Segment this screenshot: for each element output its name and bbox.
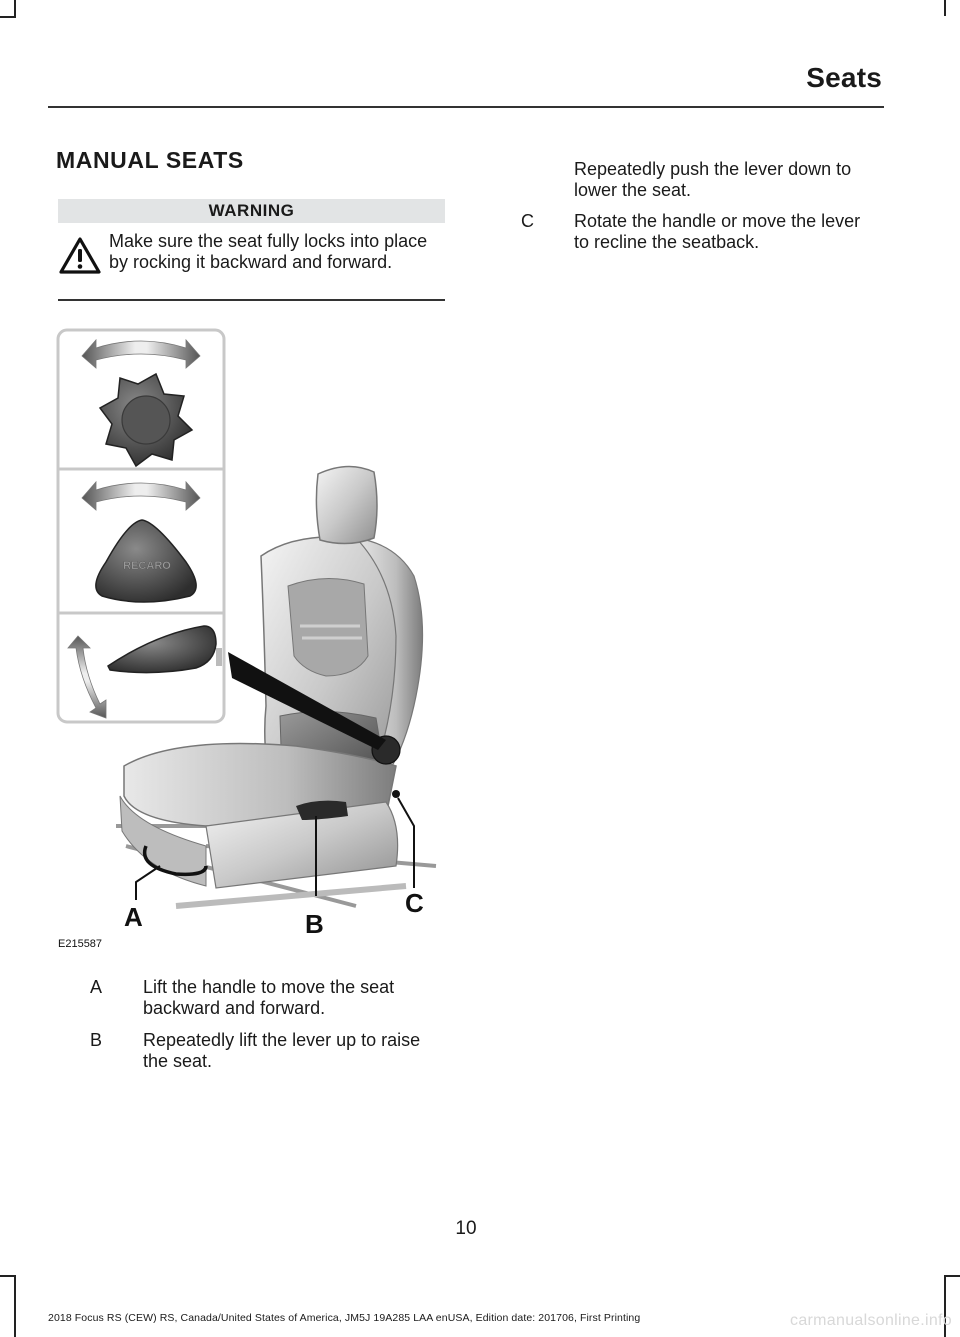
crop-mark [0, 16, 16, 18]
item-key: C [521, 211, 534, 231]
callout-label-a: A [124, 902, 143, 932]
section-title: MANUAL SEATS [56, 147, 244, 173]
item-key: B [90, 1030, 103, 1050]
inset-panel [58, 330, 224, 722]
item-key: A [90, 977, 103, 997]
warning-text: Make sure the seat fully locks into place by rocking it backward and forward. [109, 231, 428, 272]
warning-triangle-icon [58, 236, 102, 276]
callout-label-b: B [305, 909, 324, 939]
warning-body [58, 223, 445, 301]
header-divider [48, 106, 884, 108]
item-text: Repeatedly lift the lever up to raise the seat. [143, 1030, 421, 1071]
item-text: Repeatedly push the lever down to lower the seat. [574, 159, 852, 200]
warning-box [58, 199, 445, 301]
item-text: Lift the handle to move the seat backward and forward. [143, 977, 395, 1018]
page-number: 10 [455, 1218, 477, 1239]
seat-illustration [56, 326, 446, 954]
callout-label-c: C [405, 888, 424, 918]
crop-mark [944, 0, 946, 16]
crop-mark [944, 1275, 960, 1277]
footer-text: 2018 Focus RS (CEW) RS, Canada/United States of America, JM5J 19A285 LAA enUSA, Edition date: 201706, First Printing [48, 1312, 641, 1324]
crop-mark [14, 0, 16, 16]
item-text: Rotate the handle or move the lever to recline the seatback. [574, 211, 861, 252]
watermark: carmanualsonline.info [790, 1312, 952, 1329]
warning-heading: WARNING [58, 199, 445, 223]
figure-id: E215587 [58, 938, 103, 950]
knob-brand-text: RECARO [123, 560, 171, 572]
crop-mark [0, 1275, 16, 1277]
page-header-title: Seats [806, 62, 882, 93]
crop-mark [14, 1277, 16, 1337]
